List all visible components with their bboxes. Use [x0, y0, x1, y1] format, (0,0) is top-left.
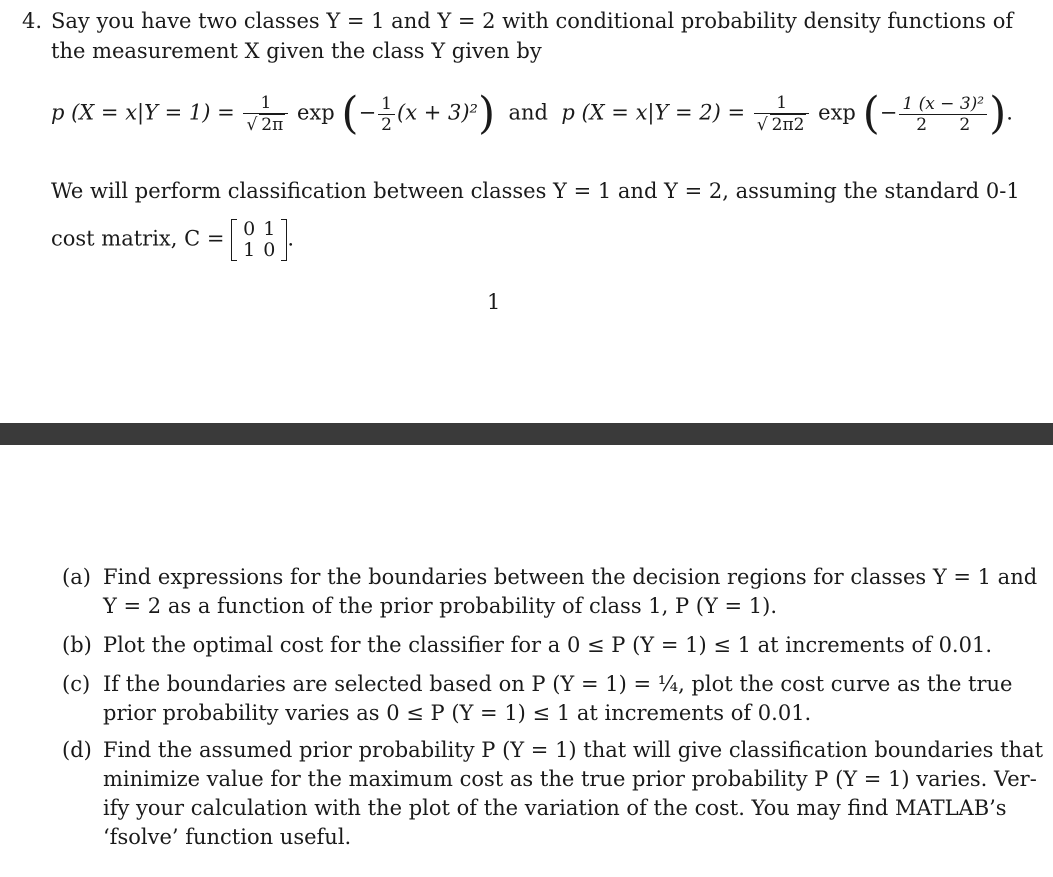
- eq1-half: [378, 94, 395, 135]
- part-line: Find the assumed prior probability P (Y = 1) that will give classification boundaries that: [103, 738, 1044, 762]
- eq1-open-paren: (: [341, 88, 359, 139]
- matrix-right-bracket: [281, 219, 287, 261]
- eq2-den-wrap: √ 2π2: [754, 113, 810, 135]
- eq1-den: 2π: [261, 115, 284, 135]
- part-a: [62, 563, 1038, 623]
- eq1-half-den: 2: [378, 114, 395, 135]
- part-body: [103, 670, 1013, 728]
- classify-line: We will perform classification between classes Y = 1 and Y = 2, assuming the standard 0-1: [51, 179, 1020, 203]
- part-line: minimize value for the maximum cost as the true prior probability P (Y = 1) varies. Ver-: [103, 767, 1037, 791]
- eq1-inner-rest: (x + 3)²: [397, 100, 478, 125]
- matrix-row: [239, 219, 279, 240]
- part-line: Y = 2 as a function of the prior probability of class 1, P (Y = 1).: [103, 594, 778, 618]
- eq1-lhs: p (X = x|Y = 1) =: [51, 100, 235, 125]
- part-b: [62, 631, 1002, 661]
- problem-number: 4.: [22, 9, 43, 33]
- density-equations: p (X = x|Y = 1) = $\frac{1}{√ 2\pi}$ exp (− $\frac{1}{2}$ (x + 3)²) and p (X = x|Y = 2) = $\frac{1}{√ 2\pi 2}$ exp (− $\frac{\text{1 (x − 3)²}}{2 2}$ ).: [51, 88, 1013, 139]
- part-label: (b): [62, 633, 92, 657]
- part-line: prior probability varies as 0 ≤ P (Y = 1) ≤ 1 at increments of 0.01.: [103, 701, 812, 725]
- eq2-normalizer: [754, 93, 810, 135]
- part-d: [62, 736, 1044, 856]
- intro-line-1: Say you have two classes Y = 1 and Y = 2 with conditional probability density functions of: [51, 9, 1014, 33]
- intro-line-2: the measurement X given the class Y given by: [51, 39, 542, 63]
- matrix-left-bracket: [231, 219, 237, 261]
- part-line: If the boundaries are selected based on P (Y = 1) = ¼, plot the cost curve as the true: [103, 672, 1013, 696]
- matrix-cell: 0: [243, 218, 256, 240]
- part-label: (d): [62, 738, 92, 762]
- part-line: ify your calculation with the plot of the variation of the cost. You may find MATLAB’s: [103, 796, 1007, 820]
- part-line: Find expressions for the boundaries between the decision regions for classes Y = 1 and: [103, 565, 1038, 589]
- eq2-exp: exp: [818, 100, 856, 125]
- eq2-den: 2π2: [771, 115, 805, 135]
- matrix-cell: 0: [263, 239, 276, 261]
- eq1-normalizer: [243, 93, 288, 135]
- eq2-exponent-frac: [899, 94, 987, 135]
- part-body: [103, 736, 1044, 852]
- eq2-num: 1: [776, 93, 788, 113]
- eq2-open-paren: (: [862, 88, 880, 139]
- matrix-row: [239, 240, 279, 261]
- cost-matrix: [231, 219, 287, 261]
- eq2-frac-den: 2 2: [899, 114, 987, 135]
- matrix-cell: 1: [263, 218, 276, 240]
- page-number: 1: [487, 290, 501, 314]
- part-line: Plot the optimal cost for the classifier for a 0 ≤ P (Y = 1) ≤ 1 at increments of 0.01.: [103, 633, 993, 657]
- page-break-divider: [0, 423, 1053, 445]
- matrix-table: [239, 219, 279, 261]
- cost-label: cost matrix, C =: [51, 226, 225, 251]
- part-body: [103, 631, 1003, 660]
- part-body: [103, 563, 1038, 621]
- eq-and: and: [508, 100, 548, 125]
- eq1-close-paren: ): [477, 88, 496, 139]
- eq2-frac-num: 1 (x − 3)²: [902, 93, 985, 114]
- eq2-close-paren: ): [989, 88, 1007, 139]
- part-line: ‘fsolve’ function useful.: [103, 825, 352, 849]
- eq1-half-num: 1: [381, 93, 392, 114]
- matrix-cell: 1: [243, 239, 256, 261]
- part-label: (a): [62, 565, 91, 589]
- eq1-den-wrap: √ 2π: [243, 113, 288, 135]
- cost-matrix-line: cost matrix, C = 0 1 1 0 .: [51, 218, 295, 261]
- eq1-num: 1: [260, 93, 272, 113]
- eq1-exp: exp: [296, 100, 335, 125]
- part-label: (c): [62, 672, 91, 696]
- part-c: [62, 670, 1013, 730]
- eq2-lhs: p (X = x|Y = 2) =: [561, 100, 746, 125]
